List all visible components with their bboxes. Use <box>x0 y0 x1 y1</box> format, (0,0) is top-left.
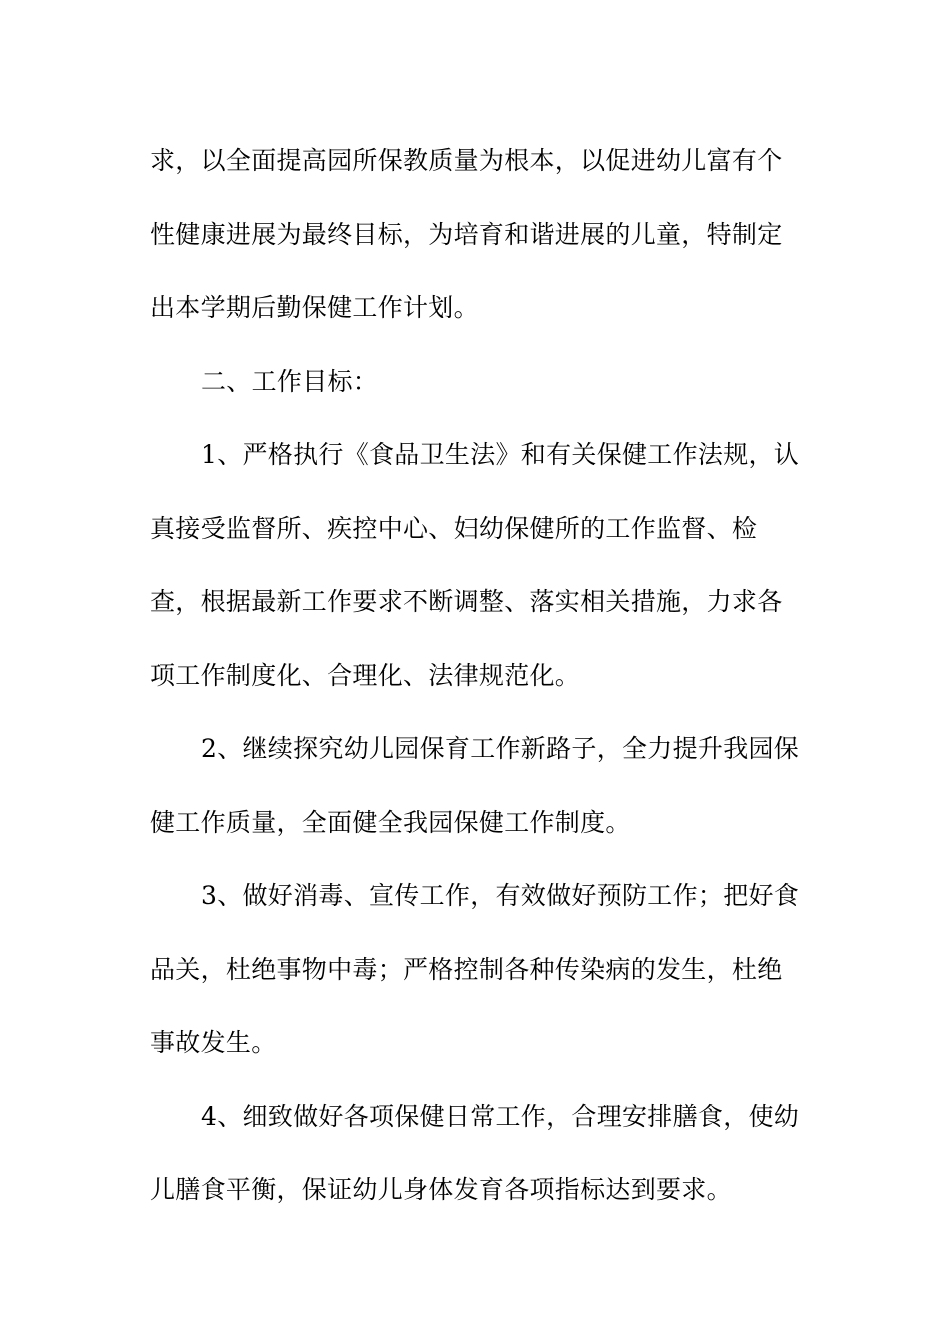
goal-1-line-2: 真接受监督所、疾控中心、妇幼保健所的工作监督、检 <box>150 513 758 543</box>
paragraph-line-intro-3: 出本学期后勤保健工作计划。 <box>150 293 479 322</box>
paragraph-line-intro-2: 性健康进展为最终目标，为培育和谐进展的儿童，特制定 <box>150 219 783 249</box>
document-body <box>150 124 810 1227</box>
goal-4-line-2: 儿膳食平衡，保证幼儿身体发育各项指标达到要求。 <box>150 1175 732 1204</box>
section-heading-work-goals: 二、工作目标： <box>201 366 379 396</box>
paragraph-line-intro-1: 求，以全面提高园所保教质量为根本，以促进幼儿富有个 <box>150 146 783 175</box>
goal-3-line-3: 事故发生。 <box>150 1028 277 1057</box>
goal-3-line-1: 3、做好消毒、宣传工作，有效做好预防工作；把好食 <box>201 881 800 910</box>
goal-1-line-1: 1、严格执行《食品卫生法》和有关保健工作法规，认 <box>201 440 800 469</box>
goal-4-line-1: 4、细致做好各项保健日常工作，合理安排膳食，使幼 <box>201 1101 800 1131</box>
goal-3-line-2: 品关，杜绝事物中毒；严格控制各种传染病的发生，杜绝 <box>150 954 783 984</box>
goal-2-line-2: 健工作质量，全面健全我园保健工作制度。 <box>150 807 631 837</box>
goal-2-line-1: 2、继续探究幼儿园保育工作新路子，全力提升我园保 <box>201 734 800 763</box>
goal-1-line-4: 项工作制度化、合理化、法律规范化。 <box>150 660 581 690</box>
goal-1-line-3: 查，根据最新工作要求不断调整、落实相关措施，力求各 <box>150 587 783 616</box>
